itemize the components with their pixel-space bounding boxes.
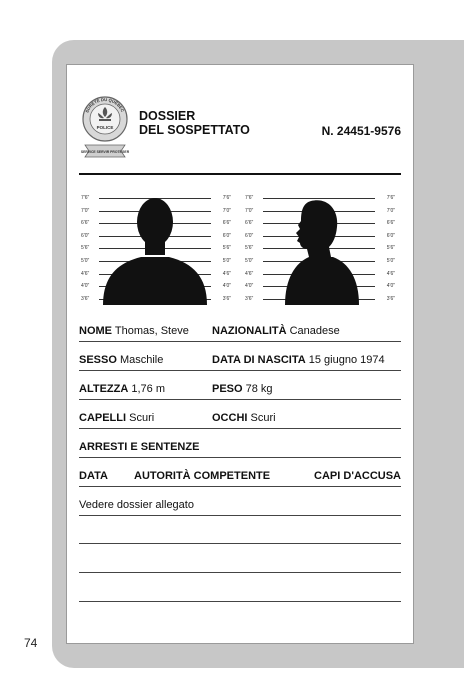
occhi-value: Scuri: [250, 412, 276, 424]
data-nascita-label: DATA DI NASCITA: [212, 354, 306, 366]
nazionalita-label: NAZIONALITÀ: [212, 325, 287, 337]
height-tick-right: 4'0": [222, 283, 231, 290]
front-silhouette-icon: [81, 187, 231, 305]
height-tick-right: 5'6": [222, 245, 231, 252]
height-tick-left: 6'0": [81, 232, 90, 239]
height-tick-right: 4'6": [222, 270, 231, 277]
dossier-title: [139, 109, 250, 137]
height-tick-left: 5'0": [245, 258, 254, 264]
height-tick-left: 5'6": [245, 245, 254, 252]
row-altezza-peso: [79, 379, 401, 400]
suspect-dossier-card: [66, 64, 414, 644]
title-line-1: DOSSIER: [139, 109, 196, 123]
height-tick-left: 7'6": [245, 195, 254, 201]
mugshot-profile: [245, 187, 395, 305]
height-tick-left: 6'0": [245, 232, 254, 239]
row-nome-nazionalita: [79, 321, 401, 342]
height-tick-left: 5'0": [81, 258, 90, 264]
col-data-header: DATA: [79, 470, 108, 482]
col-autorita-header: AUTORITÀ COMPETENTE: [134, 470, 271, 482]
height-tick-right: 7'0": [386, 207, 395, 214]
height-tick-left: 7'0": [245, 207, 254, 214]
title-line-2: DEL SOSPETTATO: [139, 123, 250, 137]
seal-ribbon-text: SERVICE SERVIR PROTÉGER: [80, 150, 130, 154]
height-tick-right: 3'6": [386, 295, 395, 302]
height-tick-left: 5'6": [81, 245, 90, 252]
dossier-number: N. 24451-9576: [321, 124, 401, 138]
height-tick-right: 4'0": [386, 283, 395, 290]
profile-silhouette-icon: [245, 187, 395, 305]
occhi-label: OCCHI: [212, 412, 248, 424]
arrests-row: [79, 495, 401, 516]
title-divider: [79, 173, 401, 175]
arrests-row-note: Vedere dossier allegato: [79, 499, 194, 511]
height-tick-left: 3'6": [81, 295, 90, 302]
nome-value: Thomas, Steve: [114, 325, 189, 337]
altezza-label: ALTEZZA: [79, 383, 129, 395]
data-nascita-value: 15 giugno 1974: [308, 354, 385, 366]
height-tick-right: 3'6": [222, 295, 231, 302]
height-tick-left: 4'6": [81, 270, 90, 277]
sesso-value: Maschile: [119, 354, 164, 366]
capelli-label: CAPELLI: [79, 412, 127, 424]
page-number: 74: [24, 636, 38, 650]
blank-line: [79, 543, 401, 544]
peso-value: 78 kg: [245, 383, 273, 395]
height-tick-left: 7'0": [81, 207, 90, 214]
arrests-table-header: [79, 466, 401, 487]
mugshot-front: [81, 187, 231, 305]
height-tick-right: 7'0": [222, 207, 231, 214]
height-tick-right: 6'6": [386, 220, 395, 227]
height-tick-right: 6'0": [222, 232, 231, 239]
arrests-section-title: ARRESTI E SENTENZE: [79, 441, 200, 453]
seal-center-text: POLICE: [96, 125, 114, 130]
capelli-value: Scuri: [129, 412, 155, 424]
arrests-section: [79, 437, 401, 458]
police-seal-icon: [79, 95, 131, 163]
height-tick-right: 6'0": [386, 232, 395, 239]
height-tick-right: 5'0": [222, 258, 231, 264]
height-tick-left: 6'6": [81, 220, 90, 227]
height-tick-left: 4'0": [245, 283, 254, 290]
height-tick-right: 5'0": [386, 258, 395, 264]
altezza-value: 1,76 m: [131, 383, 165, 395]
sesso-label: SESSO: [79, 354, 117, 366]
height-tick-right: 7'6": [386, 195, 395, 201]
height-tick-left: 3'6": [245, 295, 254, 302]
height-tick-left: 7'6": [81, 195, 90, 201]
height-tick-right: 7'6": [222, 195, 231, 201]
peso-label: PESO: [212, 383, 243, 395]
height-tick-left: 6'6": [245, 220, 254, 227]
row-capelli-occhi: [79, 408, 401, 429]
height-tick-right: 6'6": [222, 220, 231, 227]
height-tick-left: 4'6": [245, 270, 254, 277]
row-sesso-data-nascita: [79, 350, 401, 371]
blank-line: [79, 601, 401, 602]
col-capi-accusa-header: CAPI D'ACCUSA: [314, 470, 401, 482]
nome-label: NOME: [79, 325, 112, 337]
blank-line: [79, 572, 401, 573]
nazionalita-value: Canadese: [289, 325, 340, 337]
height-tick-left: 4'0": [81, 283, 90, 290]
height-tick-right: 5'6": [386, 245, 395, 252]
seal-ring-text: SÛRETÉ DU QUÉBEC: [84, 96, 126, 114]
height-tick-right: 4'6": [386, 270, 395, 277]
